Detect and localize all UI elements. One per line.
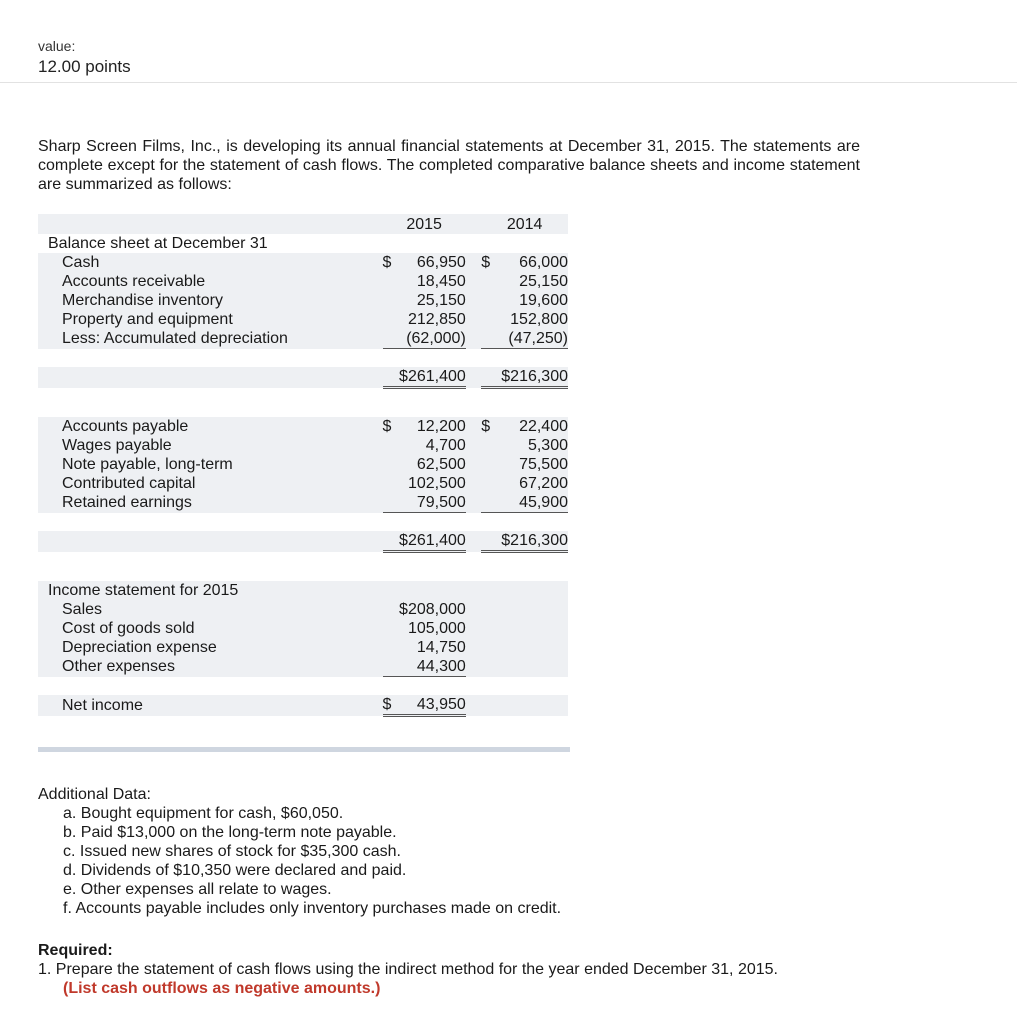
table-row: Note payable, long-term 62,500 75,500 [38,455,568,474]
assets-total-row: $261,400 $216,300 [38,367,568,388]
table-row: Accounts payable $ 12,200 $ 22,400 [38,417,568,436]
col-header-2015: 2015 [383,214,466,234]
table-row: Sales $208,000 [38,600,568,619]
table-row: Merchandise inventory 25,150 19,600 [38,291,568,310]
points-value: 12.00 points [38,57,131,76]
list-item: d. Dividends of $10,350 were declared and paid. [63,862,407,879]
value-label: value: [38,38,76,54]
required-title: Required: [38,942,113,959]
balance-sheet-title: Balance sheet at December 31 [48,235,268,252]
list-item: c. Issued new shares of stock for $35,300 cash. [63,843,401,860]
table-row: Accounts receivable 18,450 25,150 [38,272,568,291]
list-item: a. Bought equipment for cash, $60,050. [63,805,344,822]
additional-data [38,785,561,918]
net-income-row: Net income $ 43,950 [38,695,568,716]
required-section [38,941,778,998]
table-row: Cash $ 66,950 $ 66,000 [38,253,568,272]
table-row: Cost of goods sold 105,000 [38,619,568,638]
list-item: f. Accounts payable includes only inventory purchases made on credit. [63,900,562,917]
liabilities-total-row: $261,400 $216,300 [38,531,568,552]
table-row: Retained earnings 79,500 45,900 [38,493,568,513]
col-header-2014: 2014 [481,214,568,234]
table-row: Wages payable 4,700 5,300 [38,436,568,455]
list-item: b. Paid $13,000 on the long-term note payable. [63,824,397,841]
required-item: 1. Prepare the statement of cash flows using the indirect method for the year ended December 31, 2015. [38,961,778,978]
required-note: (List cash outflows as negative amounts.) [63,980,381,997]
table-row: Less: Accumulated depreciation (62,000) (47,250) [38,329,568,349]
additional-data-title: Additional Data: [38,786,151,803]
table-row: Property and equipment 212,850 152,800 [38,310,568,329]
table-bottom-bar [38,747,570,752]
financial-statements-table [38,214,568,717]
table-row: Contributed capital 102,500 67,200 [38,474,568,493]
problem-intro: Sharp Screen Films, Inc., is developing its annual financial statements at December 31, 2015. The statements are complete except for the statement of cash flows. The completed comparative balance sheets and income statement are summarized as follows: [38,138,860,193]
table-row: Other expenses 44,300 [38,657,568,677]
header-divider [0,82,1017,83]
list-item: e. Other expenses all relate to wages. [63,881,332,898]
net-income-label: Net income [38,695,360,716]
income-statement-title: Income statement for 2015 [38,581,360,600]
table-header-row [38,214,568,234]
table-row: Depreciation expense 14,750 [38,638,568,657]
